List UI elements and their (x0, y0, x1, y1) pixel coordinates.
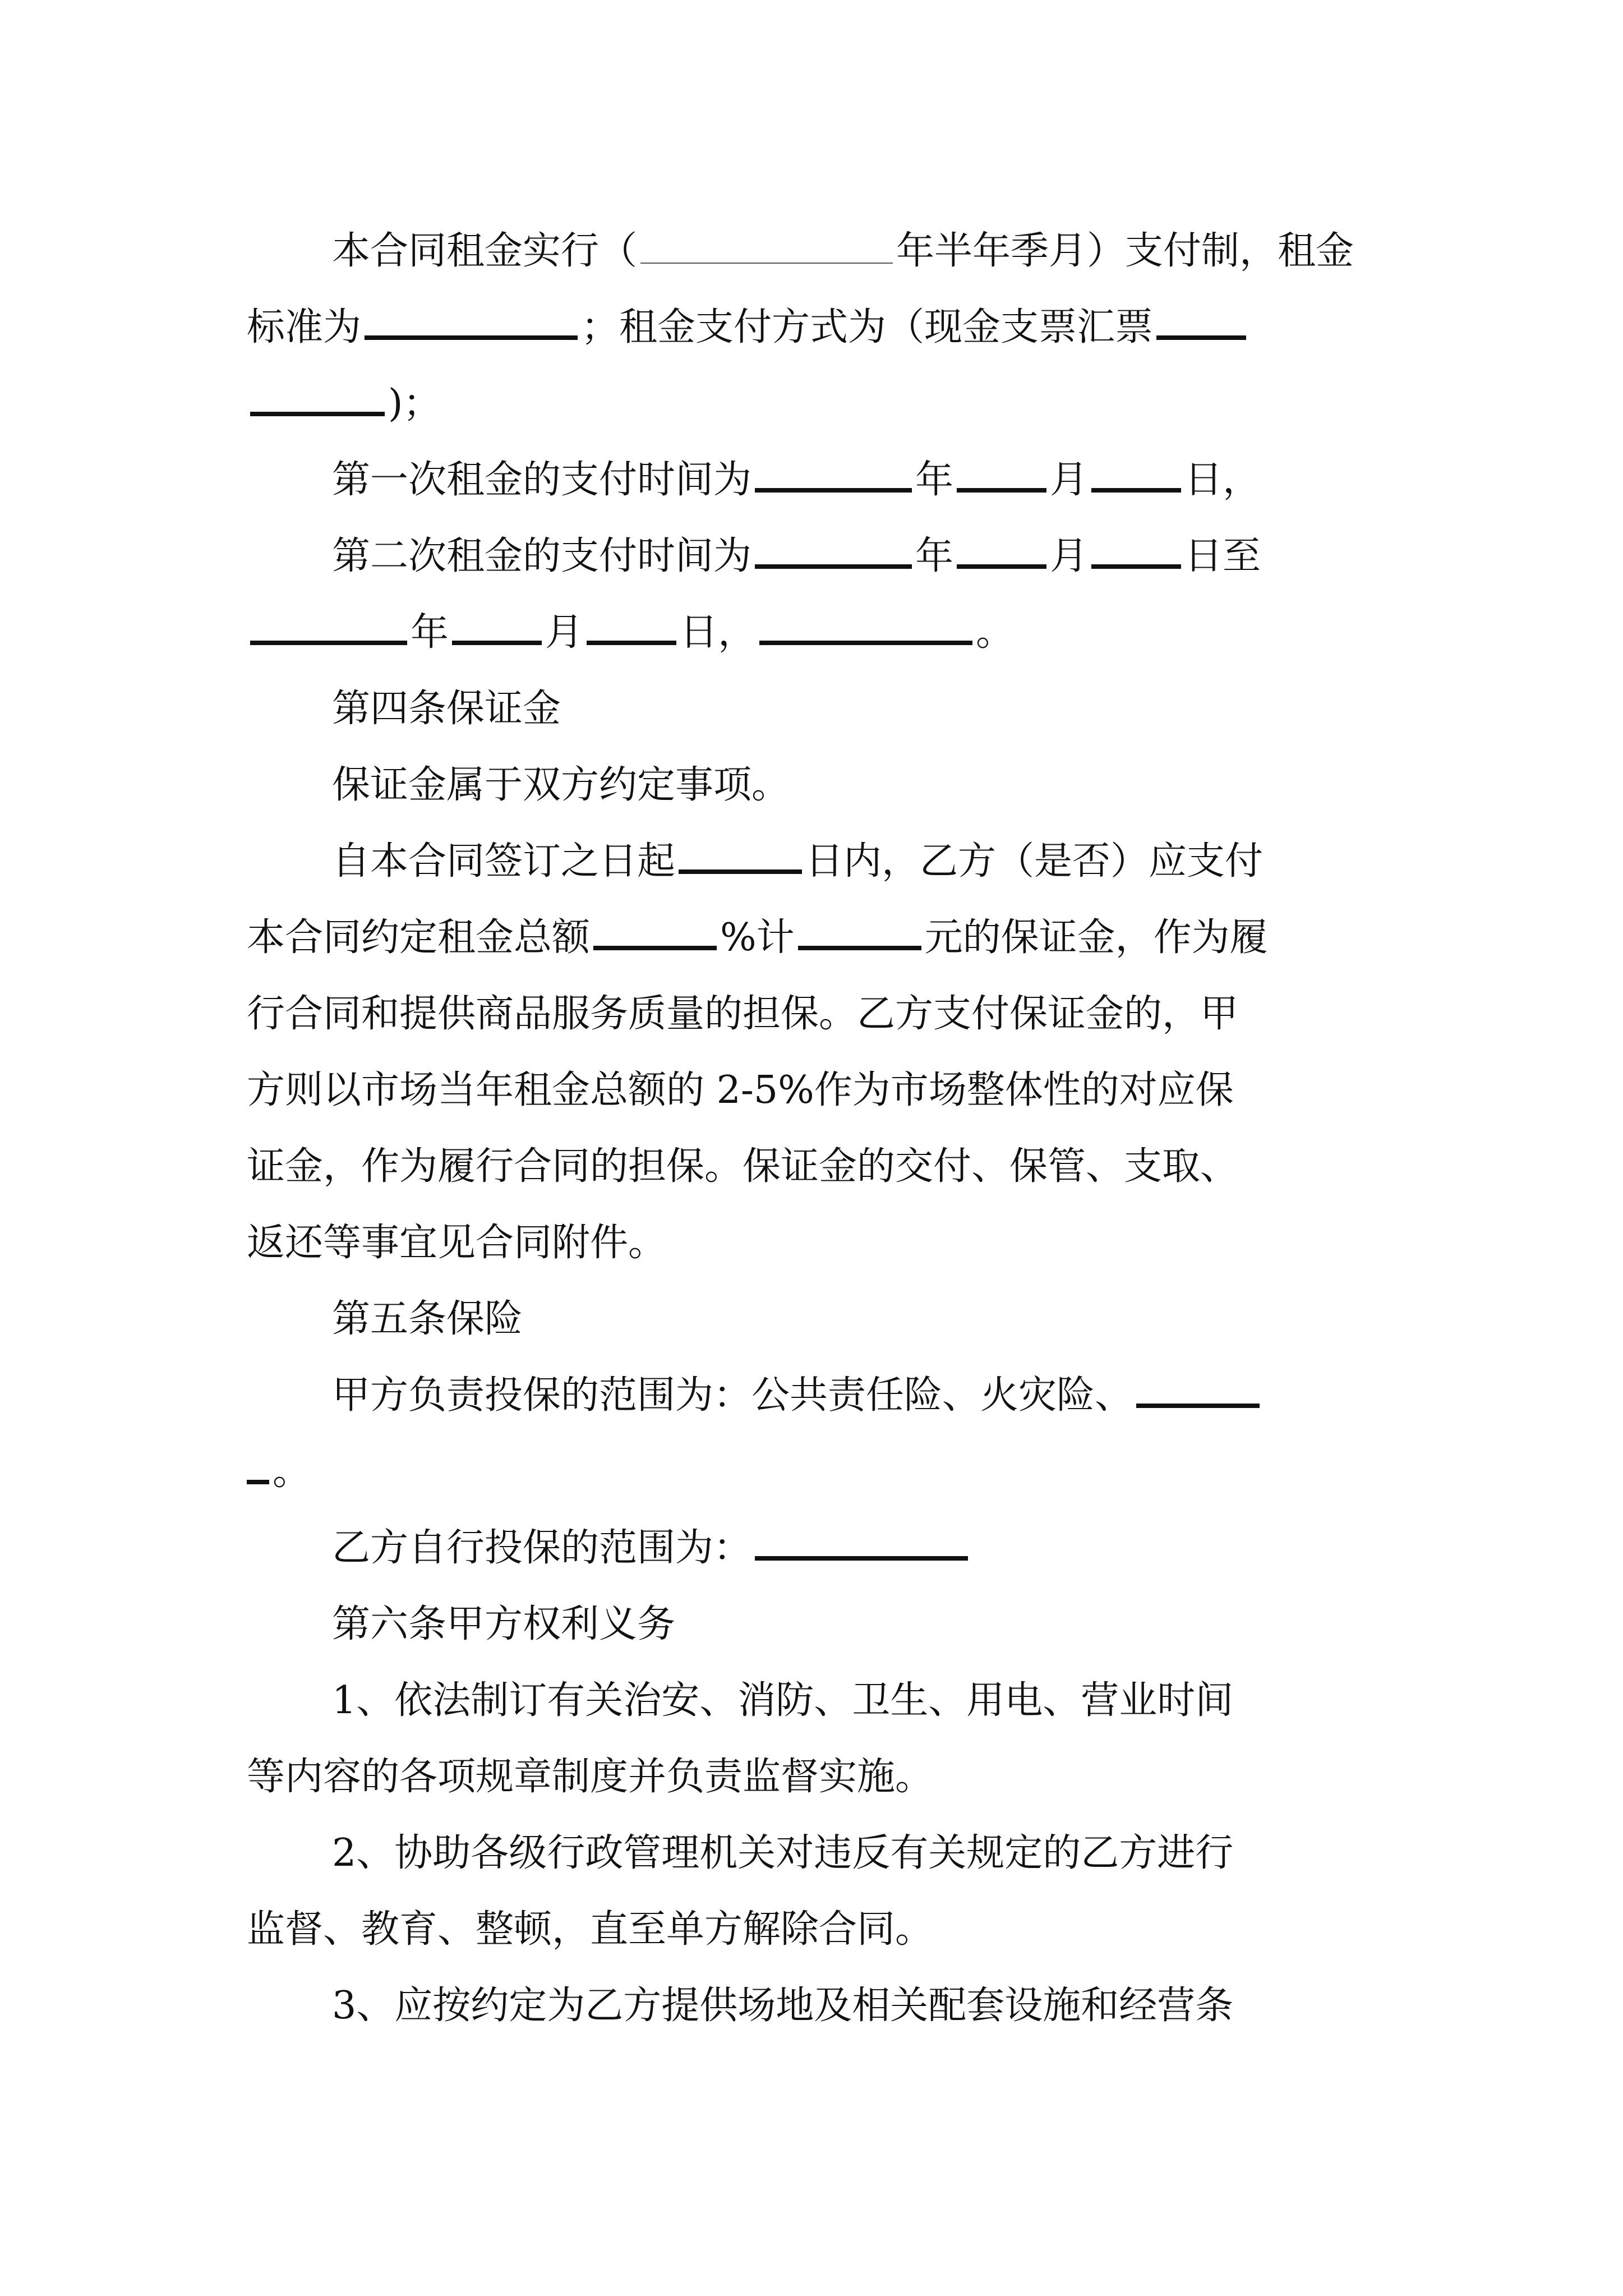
text-segment: 第五条保险 (332, 1297, 523, 1341)
paragraph-line (247, 1358, 1391, 1434)
section-heading (247, 1586, 1391, 1663)
text-segment: 监督、教育、整顿，直至单方解除合同。 (247, 1907, 934, 1952)
paragraph-line (247, 1052, 1391, 1129)
paragraph-line (247, 1129, 1391, 1205)
text-segment: 证金，作为履行合同的担保。保证金的交付、保管、支取、 (247, 1144, 1239, 1189)
text-segment: 日至 (1184, 534, 1261, 578)
document-body (247, 213, 1391, 2044)
fill-blank (250, 380, 385, 416)
paragraph-line (247, 1663, 1391, 1739)
text-segment: 本合同约定租金总额 (247, 915, 591, 960)
text-segment: 第二次租金的支付时间为 (332, 534, 752, 578)
text-segment: 元的保证金，作为履 (924, 915, 1268, 960)
text-segment: 年半年季月）支付制，租金 (896, 229, 1354, 273)
fill-blank (798, 914, 921, 950)
fill-blank (1091, 457, 1181, 493)
paragraph-line (247, 823, 1391, 900)
paragraph-line (247, 976, 1391, 1052)
text-segment: 方则以市场当年租金总额的 2-5%作为市场整体性的对应保 (247, 1068, 1234, 1112)
paragraph-line (247, 900, 1391, 976)
text-segment: %计 (720, 915, 795, 960)
fill-blank (755, 533, 912, 569)
text-segment: 月 (1050, 458, 1089, 502)
text-segment: 行合同和提供商品服务质量的担保。乙方支付保证金的，甲 (247, 992, 1239, 1036)
text-segment: 标准为 (247, 305, 362, 349)
fill-blank (365, 304, 578, 340)
text-segment: 。 (976, 610, 1015, 655)
text-segment: 自本合同签订之日起 (332, 839, 676, 884)
text-segment: 。 (273, 1450, 311, 1494)
paragraph-line (247, 366, 1391, 442)
paragraph-line (247, 1510, 1391, 1586)
paragraph-line (247, 442, 1391, 518)
text-segment: 返还等事宜见合同附件。 (247, 1221, 667, 1265)
text-segment: 乙方自行投保的范围为： (332, 1526, 752, 1570)
text-segment: 年 (915, 458, 954, 502)
paragraph-line (247, 595, 1391, 671)
fill-blank (452, 609, 542, 645)
text-segment: 第六条甲方权利义务 (332, 1602, 676, 1646)
paragraph-line (247, 1815, 1391, 1892)
paragraph-line (247, 1434, 1391, 1510)
fill-blank (755, 1525, 968, 1561)
text-segment: 年 (915, 534, 954, 578)
fill-blank (247, 1448, 269, 1484)
text-segment: 日， (1184, 458, 1261, 502)
fill-blank (957, 457, 1046, 493)
text-segment: 年 (411, 610, 449, 655)
text-segment: )； (388, 381, 441, 426)
section-heading (247, 671, 1391, 747)
text-segment: 第一次租金的支付时间为 (332, 458, 752, 502)
fill-blank (593, 914, 717, 950)
text-segment: 1、依法制订有关治安、消防、卫生、用电、营业时间 (332, 1678, 1234, 1723)
text-segment: 等内容的各项规章制度并负责监督实施。 (247, 1755, 934, 1799)
paragraph-line (247, 1739, 1391, 1815)
fill-blank (759, 609, 972, 645)
text-segment: 保证金属于双方约定事项。 (332, 763, 790, 807)
text-segment: 月 (545, 610, 584, 655)
text-segment: 月 (1050, 534, 1089, 578)
fill-blank (755, 457, 912, 493)
section-heading (247, 1281, 1391, 1358)
text-segment: 2、协助各级行政管理机关对违反有关规定的乙方进行 (332, 1831, 1234, 1875)
paragraph-line (247, 747, 1391, 823)
text-segment: 3、应按约定为乙方提供场地及相关配套设施和经营条 (332, 1984, 1234, 2028)
text-segment: 本合同租金实行（ (332, 229, 638, 273)
fill-blank (1136, 1372, 1260, 1408)
paragraph-line (247, 1968, 1391, 2044)
fill-blank (250, 609, 407, 645)
text-segment: 日内，乙方（是否）应支付 (805, 839, 1264, 884)
text-segment: 第四条保证金 (332, 687, 561, 731)
paragraph-line (247, 213, 1391, 289)
text-segment: ；租金支付方式为（现金支票汇票 (581, 305, 1154, 349)
paragraph-line (247, 518, 1391, 595)
text-segment: 甲方负责投保的范围为：公共责任险、火灾险、 (332, 1373, 1133, 1418)
paragraph-line (247, 1892, 1391, 1968)
text-segment: 日， (680, 610, 757, 655)
fill-blank (1156, 304, 1246, 340)
paragraph-line (247, 1205, 1391, 1281)
fill-blank (1091, 533, 1181, 569)
fill-blank (640, 231, 893, 264)
paragraph-line (247, 289, 1391, 366)
fill-blank (587, 609, 676, 645)
fill-blank (957, 533, 1046, 569)
fill-blank (679, 838, 802, 874)
